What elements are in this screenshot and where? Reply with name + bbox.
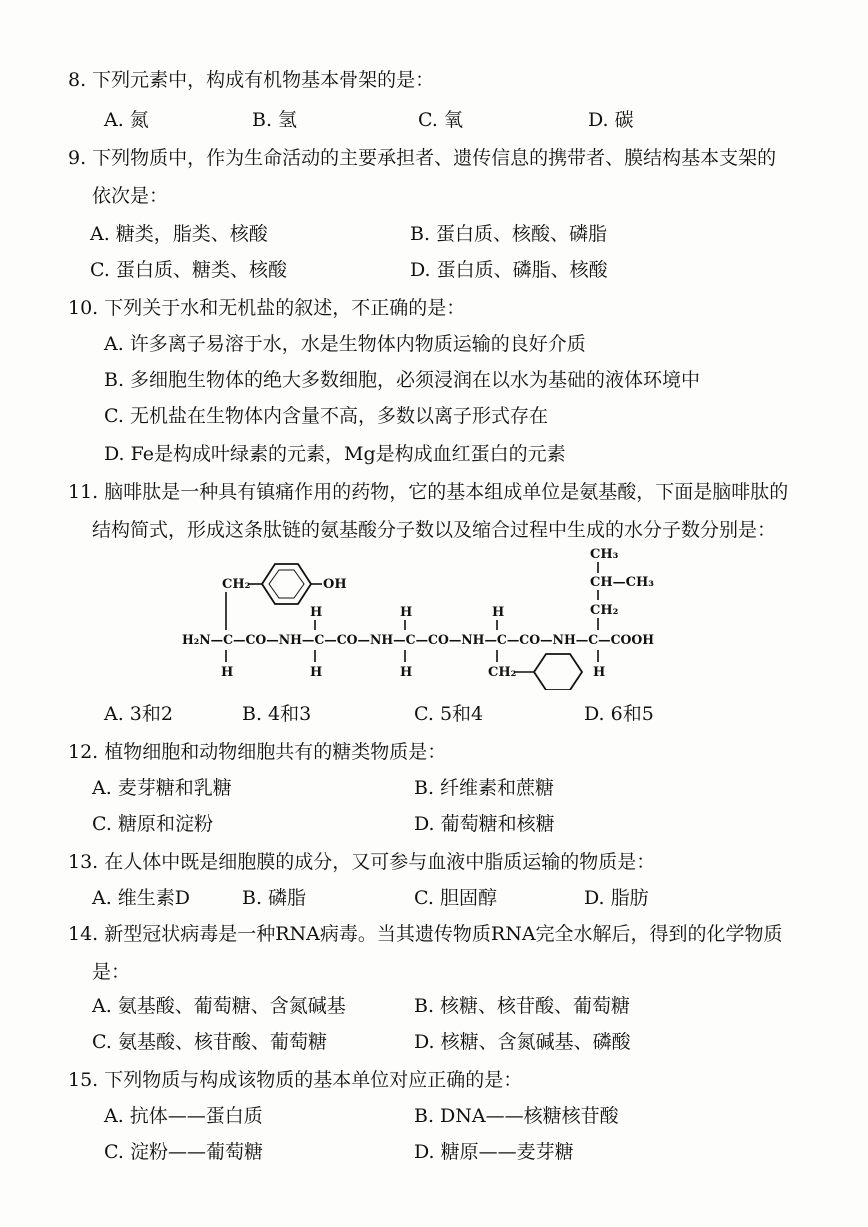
q8-option-b: B. 氢 [252,109,298,131]
q10-option-a: A. 许多离子易溶于水，水是生物体内物质运输的良好介质 [104,333,586,355]
q9-stem: 9. 下列物质中，作为生命活动的主要承担者、遗传信息的携带者、膜结构基本支架的 [68,147,777,169]
oh-label: OH [323,577,347,592]
ch2-bottom-label: CH₂ [488,665,517,680]
h-top-4: H [492,605,505,620]
q9-option-c: C. 蛋白质、糖类、核酸 [90,259,287,281]
q15-stem: 15. 下列物质与构成该物质的基本单位对应正确的是： [68,1069,523,1091]
q11-stem: 11. 脑啡肽是一种具有镇痛作用的药物，它的基本组成单位是氨基酸，下面是脑啡肽的 [68,481,789,503]
q10-option-b: B. 多细胞生物体的绝大多数细胞，必须浸润在以水为基础的液体环境中 [104,369,701,391]
q8-option-d: D. 碳 [588,109,634,131]
peptide-main-chain: H₂N—C—CO—NH—C—CO—NH—C—CO—NH—C—CO—NH—C—COOH [182,633,654,648]
q9-option-a: A. 糖类，脂类、核酸 [90,223,268,245]
q14-option-a: A. 氨基酸、葡萄糖、含氮碱基 [92,995,346,1017]
q11-option-d: D. 6和5 [584,703,654,725]
q12-stem: 12. 植物细胞和动物细胞共有的糖类物质是： [68,741,447,763]
q12-option-d: D. 葡萄糖和核糖 [414,813,555,835]
q10-option-c: C. 无机盐在生物体内含量不高，多数以离子形式存在 [104,405,548,427]
q14-option-b: B. 核糖、核苷酸、葡萄糖 [414,995,631,1017]
q13-option-b: B. 磷脂 [242,887,307,909]
benzene-ring-bottom [534,654,582,690]
q13-option-c: C. 胆固醇 [414,887,497,909]
h-bottom-1: H [221,665,234,680]
q11-option-c: C. 5和4 [414,703,484,725]
q14-option-d: D. 核糖、含氮碱基、磷酸 [414,1031,631,1053]
q15-option-c: C. 淀粉——葡萄糖 [104,1141,263,1163]
q8-option-a: A. 氮 [104,109,149,131]
q13-option-d: D. 脂肪 [584,887,649,909]
ch2-left-label: CH₂ [222,577,251,592]
q8-option-c: C. 氧 [418,109,463,131]
q14-stem: 14. 新型冠状病毒是一种RNA病毒。当其遗传物质RNA完全水解后，得到的化学物质 [68,923,783,945]
q15-option-d: D. 糖原——麦芽糖 [414,1141,574,1163]
h-bottom-3: H [400,665,413,680]
q11-option-b: B. 4和3 [242,703,312,725]
h-bottom-2: H [310,665,323,680]
q15-option-b: B. DNA——核糖核苷酸 [414,1105,619,1127]
q14-stem-cont: 是： [92,961,131,983]
q15-option-a: A. 抗体——蛋白质 [104,1105,263,1127]
ch-ch3-label: CH—CH₃ [590,575,654,590]
h-top-3: H [400,605,413,620]
enkephalin-structure [0,540,868,690]
q10-stem: 10. 下列关于水和无机盐的叙述，不正确的是： [68,297,466,319]
ch3-top-label: CH₃ [590,547,619,562]
q13-option-a: A. 维生素D [92,887,191,909]
q11-stem-cont: 结构简式，形成这条肽链的氨基酸分子数以及缩合过程中生成的水分子数分别是： [92,519,777,541]
q11-option-a: A. 3和2 [104,703,173,725]
q12-option-c: C. 糖原和淀粉 [92,813,213,835]
q9-option-b: B. 蛋白质、核酸、磷脂 [410,223,608,245]
h-top-2: H [310,605,323,620]
q13-stem: 13. 在人体中既是细胞膜的成分，又可参与血液中脂质运输的物质是： [68,851,656,873]
ch2-right-label: CH₂ [590,603,619,618]
q8-stem: 8. 下列元素中，构成有机物基本骨架的是： [68,69,435,91]
q10-option-d: D. Fe是构成叶绿素的元素，Mg是构成血红蛋白的元素 [104,443,566,465]
q12-option-a: A. 麦芽糖和乳糖 [92,777,232,799]
q9-stem-cont: 依次是： [92,185,169,207]
q9-option-d: D. 蛋白质、磷脂、核酸 [410,259,608,281]
h-bottom-5: H [593,665,606,680]
q14-option-c: C. 氨基酸、核苷酸、葡萄糖 [92,1031,327,1053]
q12-option-b: B. 纤维素和蔗糖 [414,777,555,799]
